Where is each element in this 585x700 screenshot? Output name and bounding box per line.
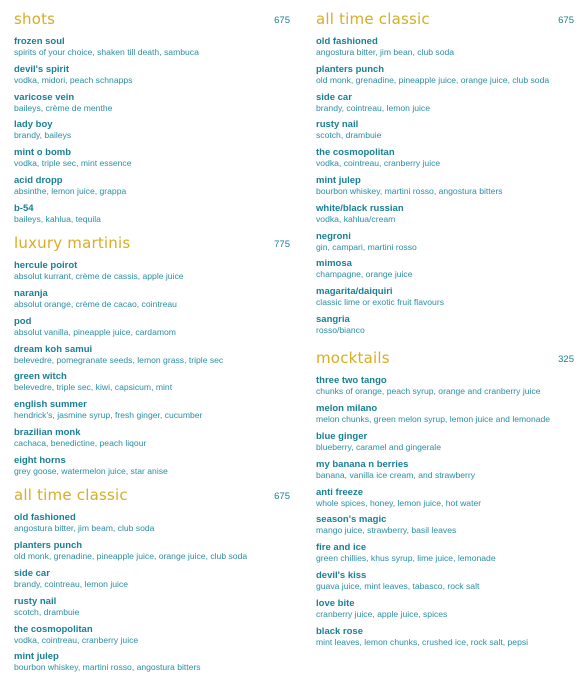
- item-name: the cosmopolitan: [14, 623, 93, 635]
- menu-item: [316, 175, 574, 197]
- item-description: vodka, cointreau, cranberry juice: [316, 158, 441, 169]
- menu-item: [14, 399, 290, 421]
- item-name: frozen soul: [14, 36, 65, 47]
- item-name: mint o bomb: [14, 147, 71, 159]
- section-title: luxury martinis: [14, 234, 131, 253]
- menu-item: [316, 36, 574, 58]
- item-name: mimosa: [316, 258, 352, 270]
- item-description: brandy, baileys: [14, 130, 72, 141]
- section-price: 675: [274, 491, 290, 503]
- menu-item: [316, 64, 574, 86]
- item-description: green chillies, khus syrup, lime juice, lemonade: [316, 553, 496, 564]
- item-name: varicose vein: [14, 91, 75, 103]
- item-name: dream koh samui: [14, 343, 93, 355]
- item-description: absinthe, lemon juice, grappa: [14, 185, 127, 196]
- item-description: guava juice, mint leaves, tabasco, rock salt: [316, 581, 480, 592]
- item-name: rusty nail: [14, 595, 57, 607]
- item-name: love bite: [316, 597, 355, 609]
- item-name: magarita/daiquiri: [316, 286, 393, 298]
- item-description: absolut kurrant, crème de cassis, apple juice: [14, 271, 184, 282]
- item-description: vodka, cointreau, cranberry juice: [14, 634, 139, 645]
- item-name: side car: [14, 567, 50, 579]
- item-name: old fashioned: [316, 36, 378, 47]
- menu-item: [316, 626, 574, 648]
- menu-item: [14, 119, 290, 141]
- item-name: devil's spirit: [14, 63, 70, 75]
- section-luxury-martinis: [14, 234, 290, 476]
- item-name: season's magic: [316, 514, 387, 526]
- item-name: lady boy: [14, 119, 53, 131]
- item-name: naranja: [14, 288, 48, 300]
- item-name: acid dropp: [14, 174, 63, 186]
- item-description: absolut orange, crème de cacao, cointreau: [14, 299, 177, 310]
- menu-item: [14, 36, 290, 58]
- item-description: scotch, drambuie: [316, 130, 382, 141]
- item-description: scotch, drambuie: [14, 606, 80, 617]
- item-name: side car: [316, 91, 352, 103]
- item-description: whole spices, honey, lemon juice, hot water: [316, 497, 482, 508]
- item-description: champagne, orange juice: [316, 269, 413, 280]
- menu-item: [316, 314, 574, 336]
- section-header: [14, 486, 290, 504]
- item-name: english summer: [14, 399, 87, 411]
- menu-item: [14, 455, 290, 477]
- item-name: sangria: [316, 313, 350, 325]
- item-name: white/black russian: [316, 202, 404, 214]
- menu-item: [14, 624, 290, 646]
- menu-item: [316, 487, 574, 509]
- item-description: classic lime or exotic fruit flavours: [316, 297, 444, 308]
- right-column: [316, 0, 574, 653]
- menu-item: [14, 64, 290, 86]
- item-description: spirits of your choice, shaken till death, sambuca: [14, 47, 199, 57]
- section-price: 325: [558, 354, 574, 366]
- item-description: belevedre, pomegranate seeds, lemon grass, triple sec: [14, 354, 224, 365]
- item-name: fire and ice: [316, 542, 367, 554]
- item-description: brandy, cointreau, lemon juice: [14, 578, 129, 589]
- item-description: vodka, midori, peach schnapps: [14, 74, 133, 85]
- item-description: old monk, grenadine, pineapple juice, orange juice, club soda: [316, 74, 550, 85]
- item-name: black rose: [316, 625, 363, 637]
- menu-item: [316, 375, 574, 397]
- item-name: anti freeze: [316, 486, 363, 498]
- menu-item: [14, 288, 290, 310]
- item-description: gin, campari, martini rosso: [316, 241, 417, 252]
- item-name: rusty nail: [316, 119, 359, 131]
- item-description: cachaca, benedictine, peach liqour: [14, 438, 147, 449]
- menu-item: [14, 568, 290, 590]
- item-name: the cosmopolitan: [316, 147, 395, 159]
- section-title: mocktails: [316, 349, 390, 368]
- menu-item: [14, 651, 290, 673]
- section-price: 675: [558, 15, 574, 26]
- item-description: vodka, triple sec, mint essence: [14, 158, 132, 169]
- section-header: [14, 234, 290, 252]
- item-description: vodka, kahlua/cream: [316, 213, 396, 224]
- item-description: angostura bitter, jim beam, club soda: [14, 523, 155, 534]
- section-shots: [14, 10, 290, 224]
- menu-item: [14, 175, 290, 197]
- item-description: banana, vanilla ice cream, and strawberry: [316, 469, 476, 480]
- menu-item: [14, 316, 290, 338]
- item-name: old fashioned: [14, 512, 76, 524]
- item-description: cranberry juice, apple juice, spices: [316, 608, 448, 619]
- item-description: chunks of orange, peach syrup, orange and cranberry juice: [316, 386, 541, 397]
- menu-item: [316, 286, 574, 308]
- menu-item: [14, 147, 290, 169]
- menu-item: [14, 344, 290, 366]
- section-header: [316, 10, 574, 28]
- section-all-time-classic-left: [14, 486, 290, 672]
- left-column: [14, 0, 290, 679]
- menu-item: [316, 598, 574, 620]
- item-name: blue ginger: [316, 431, 368, 443]
- item-description: bourbon whiskey, martini rosso, angostura bitters: [316, 185, 503, 196]
- menu-item: [316, 119, 574, 141]
- item-name: brazilian monk: [14, 427, 81, 439]
- item-name: my banana n berries: [316, 458, 409, 470]
- menu-item: [14, 203, 290, 225]
- section-title: all time classic: [14, 486, 128, 505]
- menu-item: [316, 459, 574, 481]
- item-name: planters punch: [316, 63, 385, 75]
- item-description: old monk, grenadine, pineapple juice, orange juice, club soda: [14, 551, 248, 562]
- section-header: [316, 349, 574, 367]
- item-name: planters punch: [14, 540, 83, 552]
- item-description: rosso/bianco: [316, 324, 365, 335]
- menu-item: [14, 371, 290, 393]
- item-description: baileys, kahlua, tequila: [14, 213, 101, 224]
- section-price: 675: [274, 15, 290, 26]
- item-description: angostura bitter, jim bean, club soda: [316, 47, 455, 57]
- item-name: three two tango: [316, 375, 387, 387]
- menu-item: [316, 231, 574, 253]
- menu-item: [316, 431, 574, 453]
- section-price: 775: [274, 239, 290, 251]
- menu-item: [316, 514, 574, 536]
- item-name: green witch: [14, 371, 67, 383]
- item-name: hercule poirot: [14, 260, 78, 272]
- menu-item: [14, 92, 290, 114]
- item-name: pod: [14, 315, 32, 327]
- menu-item: [14, 512, 290, 534]
- item-description: brandy, cointreau, lemon juice: [316, 102, 431, 113]
- section-all-time-classic-right: [316, 10, 574, 335]
- menu-item: [316, 258, 574, 280]
- menu-item: [14, 540, 290, 562]
- item-name: negroni: [316, 230, 351, 242]
- section-header: [14, 10, 290, 28]
- item-name: b-54: [14, 202, 34, 214]
- item-name: melon milano: [316, 403, 378, 415]
- menu-item: [316, 147, 574, 169]
- menu-item: [316, 542, 574, 564]
- section-title: shots: [14, 10, 56, 28]
- item-description: mango juice, strawberry, basil leaves: [316, 525, 457, 536]
- section-title: all time classic: [316, 10, 430, 28]
- item-description: blueberry, caramel and gingerale: [316, 442, 441, 453]
- menu-item: [316, 570, 574, 592]
- item-description: mint leaves, lemon chunks, crushed ice, rock salt, pepsi: [316, 636, 529, 647]
- item-description: absolut vanilla, pineapple juice, cardamom: [14, 326, 176, 337]
- item-name: mint julep: [14, 651, 59, 663]
- item-name: eight horns: [14, 454, 66, 466]
- item-name: mint julep: [316, 174, 361, 186]
- item-description: hendrick's, jasmine syrup, fresh ginger, cucumber: [14, 410, 203, 421]
- item-description: baileys, crème de menthe: [14, 102, 113, 113]
- item-description: bourbon whiskey, martini rosso, angostura bitters: [14, 662, 201, 673]
- menu-item: [14, 427, 290, 449]
- menu-item: [14, 260, 290, 282]
- item-description: grey goose, watermelon juice, star anise: [14, 465, 168, 476]
- menu-item: [316, 403, 574, 425]
- item-description: belevedre, triple sec, kiwi, capsicum, mint: [14, 382, 173, 393]
- menu-item: [316, 203, 574, 225]
- menu-item: [14, 596, 290, 618]
- section-mocktails: [316, 349, 574, 647]
- item-name: devil's kiss: [316, 570, 367, 582]
- item-description: melon chunks, green melon syrup, lemon juice and lemonade: [316, 414, 551, 425]
- menu-item: [316, 92, 574, 114]
